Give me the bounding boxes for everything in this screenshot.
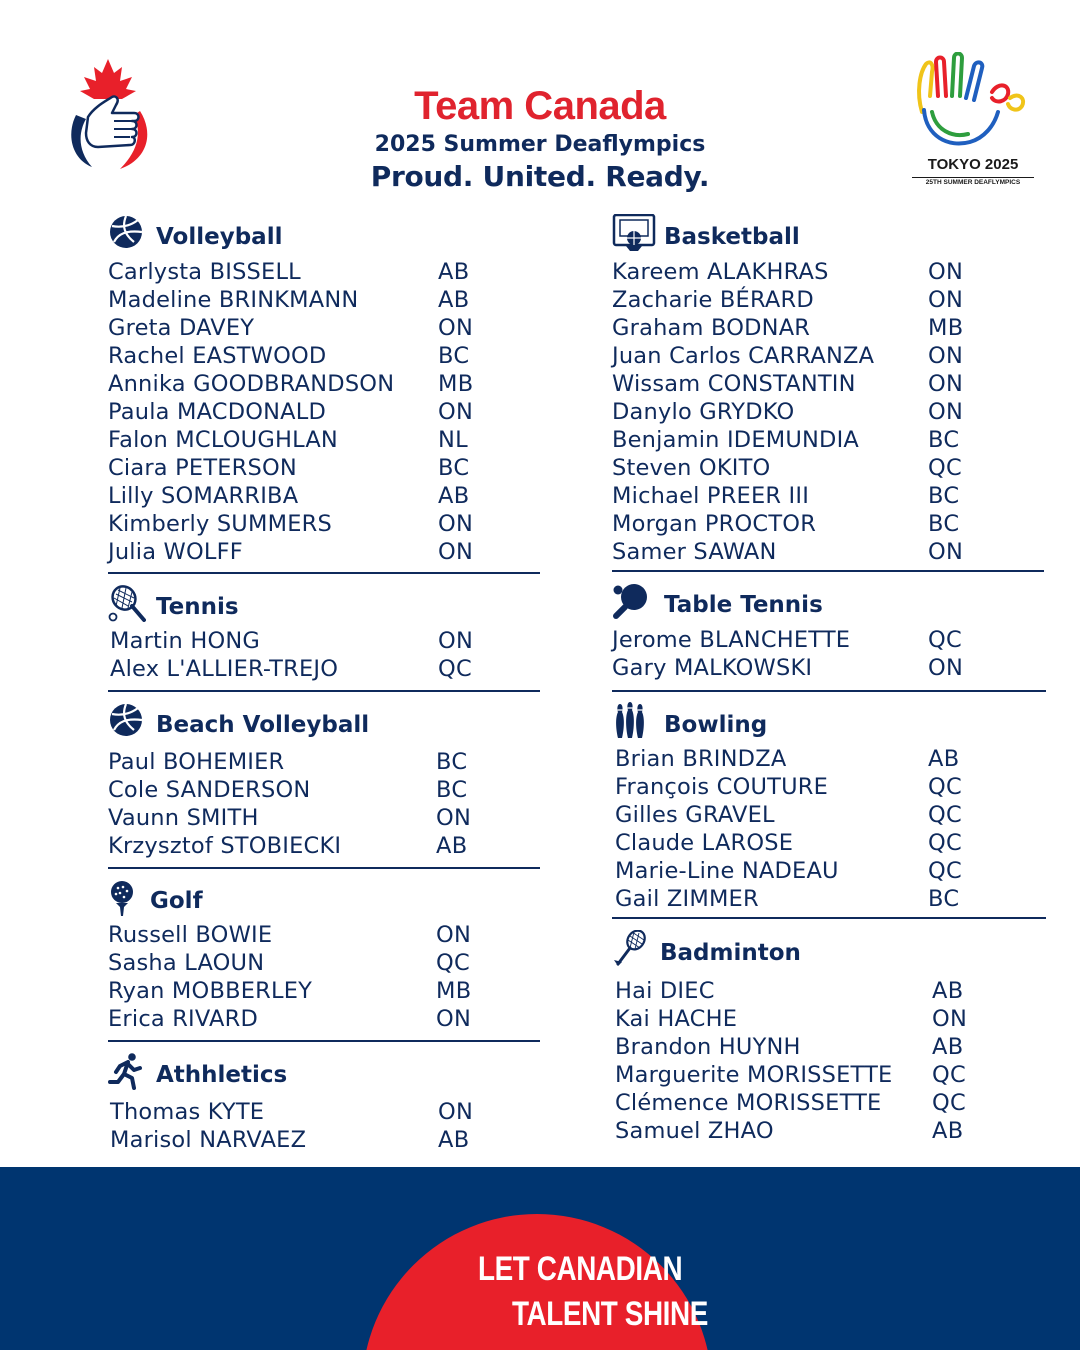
page-tagline: Proud. United. Ready. [370, 160, 710, 193]
athlete-name: Martin HONG [110, 628, 261, 654]
athlete-province: ON [932, 1006, 968, 1032]
athlete-name: Carlysta BISSELL [108, 259, 301, 285]
athlete-name: Cole SANDERSON [108, 777, 311, 803]
section-header [108, 702, 548, 742]
athlete-name: Vaunn SMITH [108, 805, 259, 831]
athlete-name: Kimberly SUMMERS [108, 511, 332, 537]
athlete-name: Paul BOHEMIER [108, 749, 285, 775]
section-header [612, 702, 1052, 742]
footer-slogan-line2: TALENT SHINE [512, 1295, 708, 1333]
athlete-province: AB [928, 746, 960, 772]
athlete-name: Juan Carlos CARRANZA [612, 343, 875, 369]
athlete-province: QC [928, 627, 963, 653]
athlete-name: Morgan PROCTOR [612, 511, 817, 537]
athlete-province: BC [928, 483, 960, 509]
athlete-province: QC [928, 830, 963, 856]
golf-ball-on-tee-icon [108, 878, 146, 916]
athlete-province: ON [436, 922, 472, 948]
athlete-name: Paula MACDONALD [108, 399, 327, 425]
section-divider [108, 572, 540, 574]
footer-slogan-line1: LET CANADIAN [478, 1250, 683, 1288]
athlete-province: ON [928, 343, 964, 369]
section-title: Basketball [664, 224, 800, 250]
section-header [612, 930, 1052, 970]
athlete-province: ON [928, 259, 964, 285]
athlete-name: Claude LAROSE [615, 830, 794, 856]
athlete-name: Ryan MOBBERLEY [108, 978, 313, 1004]
athlete-name: Russell BOWIE [108, 922, 273, 948]
section-divider [108, 690, 540, 692]
page-subtitle: 2025 Summer Deaflympics [374, 132, 706, 157]
athlete-name: Alex L'ALLIER-TREJO [110, 656, 339, 682]
athlete-name: Marie-Line NADEAU [615, 858, 839, 884]
athlete-province: QC [932, 1062, 967, 1088]
athlete-province: AB [932, 1034, 964, 1060]
section-title: Bowling [664, 712, 768, 738]
athlete-name: Zacharie BÉRARD [612, 287, 814, 313]
athlete-province: AB [932, 1118, 964, 1144]
athlete-province: ON [438, 315, 474, 341]
beach-volleyball-icon [108, 702, 146, 740]
athlete-name: Kai HACHE [615, 1006, 738, 1032]
athlete-province: QC [928, 774, 963, 800]
basketball-hoop-icon [612, 214, 656, 252]
athlete-name: Hai DIEC [615, 978, 715, 1004]
athlete-name: Lilly SOMARRIBA [108, 483, 299, 509]
athlete-name: Falon MCLOUGHLAN [108, 427, 338, 453]
athlete-province: ON [438, 1099, 474, 1125]
athlete-province: AB [438, 287, 470, 313]
athlete-province: ON [438, 399, 474, 425]
athlete-province: MB [436, 978, 472, 1004]
athlete-province: AB [436, 833, 468, 859]
deaflympics-sublabel: 25TH SUMMER DEAFLYMPICS [912, 177, 1034, 186]
athlete-name: Marisol NARVAEZ [110, 1127, 307, 1153]
athlete-province: ON [438, 539, 474, 565]
athlete-province: ON [928, 399, 964, 425]
athlete-name: Gary MALKOWSKI [612, 655, 813, 681]
tennis-racket-icon [108, 584, 146, 622]
athlete-province: QC [438, 656, 473, 682]
athlete-name: Steven OKITO [612, 455, 771, 481]
athlete-province: MB [438, 371, 474, 397]
athlete-province: ON [436, 805, 472, 831]
athlete-name: Sasha LAOUN [108, 950, 265, 976]
tokyo-2025-label: TOKYO 2025 [927, 156, 1019, 173]
section-divider [612, 690, 1046, 692]
athlete-province: QC [928, 802, 963, 828]
section-title: Golf [150, 888, 203, 914]
section-divider [108, 867, 540, 869]
section-title: Volleyball [156, 224, 283, 250]
athlete-name: Kareem ALAKHRAS [612, 259, 829, 285]
section-divider [612, 570, 1044, 572]
section-title: Athhletics [156, 1062, 288, 1088]
bowling-pins-icon [612, 702, 650, 740]
section-header [108, 878, 548, 918]
athlete-province: AB [438, 483, 470, 509]
athlete-province: QC [928, 455, 963, 481]
athlete-name: Brian BRINDZA [615, 746, 787, 772]
athlete-name: Julia WOLFF [108, 539, 243, 565]
athlete-name: Samer SAWAN [612, 539, 777, 565]
athlete-province: AB [932, 978, 964, 1004]
athlete-name: Krzysztof STOBIECKI [108, 833, 342, 859]
page-title: Team Canada [414, 84, 666, 128]
volleyball-icon [108, 214, 146, 252]
athlete-province: ON [438, 511, 474, 537]
athlete-province: QC [436, 950, 471, 976]
section-title: Badminton [660, 940, 801, 966]
athlete-province: BC [436, 777, 468, 803]
athlete-province: AB [438, 1127, 470, 1153]
section-header [108, 214, 548, 254]
athlete-province: BC [928, 427, 960, 453]
section-divider [108, 1040, 540, 1042]
athlete-name: Ciara PETERSON [108, 455, 297, 481]
athlete-province: ON [928, 655, 964, 681]
athlete-province: MB [928, 315, 964, 341]
footer-banner [0, 1167, 1080, 1350]
athlete-province: ON [436, 1006, 472, 1032]
section-divider [612, 917, 1046, 919]
athlete-province: BC [928, 511, 960, 537]
athlete-province: QC [932, 1090, 967, 1116]
athlete-name: Clémence MORISSETTE [615, 1090, 882, 1116]
section-header [108, 584, 548, 624]
athlete-name: Brandon HUYNH [615, 1034, 801, 1060]
athlete-name: Jerome BLANCHETTE [612, 627, 851, 653]
athlete-name: Benjamin IDEMUNDIA [612, 427, 860, 453]
athlete-name: Michael PREER III [612, 483, 810, 509]
athlete-name: Thomas KYTE [110, 1099, 265, 1125]
athlete-name: Graham BODNAR [612, 315, 811, 341]
athlete-name: Erica RIVARD [108, 1006, 259, 1032]
athlete-name: François COUTURE [615, 774, 829, 800]
athlete-province: BC [438, 343, 470, 369]
athlete-province: AB [438, 259, 470, 285]
athlete-name: Greta DAVEY [108, 315, 255, 341]
athlete-province: QC [928, 858, 963, 884]
athlete-name: Gail ZIMMER [615, 886, 759, 912]
athlete-name: Wissam CONSTANTIN [612, 371, 856, 397]
athlete-name: Danylo GRYDKO [612, 399, 795, 425]
athlete-name: Madeline BRINKMANN [108, 287, 359, 313]
section-title: Table Tennis [664, 592, 823, 618]
athlete-province: ON [438, 628, 474, 654]
athlete-name: Rachel EASTWOOD [108, 343, 327, 369]
athlete-province: ON [928, 371, 964, 397]
athlete-province: BC [436, 749, 468, 775]
ping-pong-paddle-icon [612, 582, 650, 620]
section-title: Tennis [156, 594, 239, 620]
athlete-name: Gilles GRAVEL [615, 802, 775, 828]
athlete-province: NL [438, 427, 468, 453]
section-header [108, 1052, 548, 1092]
runner-icon [108, 1052, 146, 1090]
athlete-province: ON [928, 287, 964, 313]
athlete-province: BC [438, 455, 470, 481]
section-header [612, 582, 1052, 622]
section-title: Beach Volleyball [156, 712, 370, 738]
athlete-province: BC [928, 886, 960, 912]
badminton-racket-icon [612, 930, 650, 968]
athlete-name: Samuel ZHAO [615, 1118, 774, 1144]
athlete-name: Marguerite MORISSETTE [615, 1062, 893, 1088]
section-header [612, 214, 1052, 254]
tokyo-2025-deaflympics-logo [912, 52, 1034, 192]
athlete-province: ON [928, 539, 964, 565]
athlete-name: Annika GOODBRANDSON [108, 371, 395, 397]
